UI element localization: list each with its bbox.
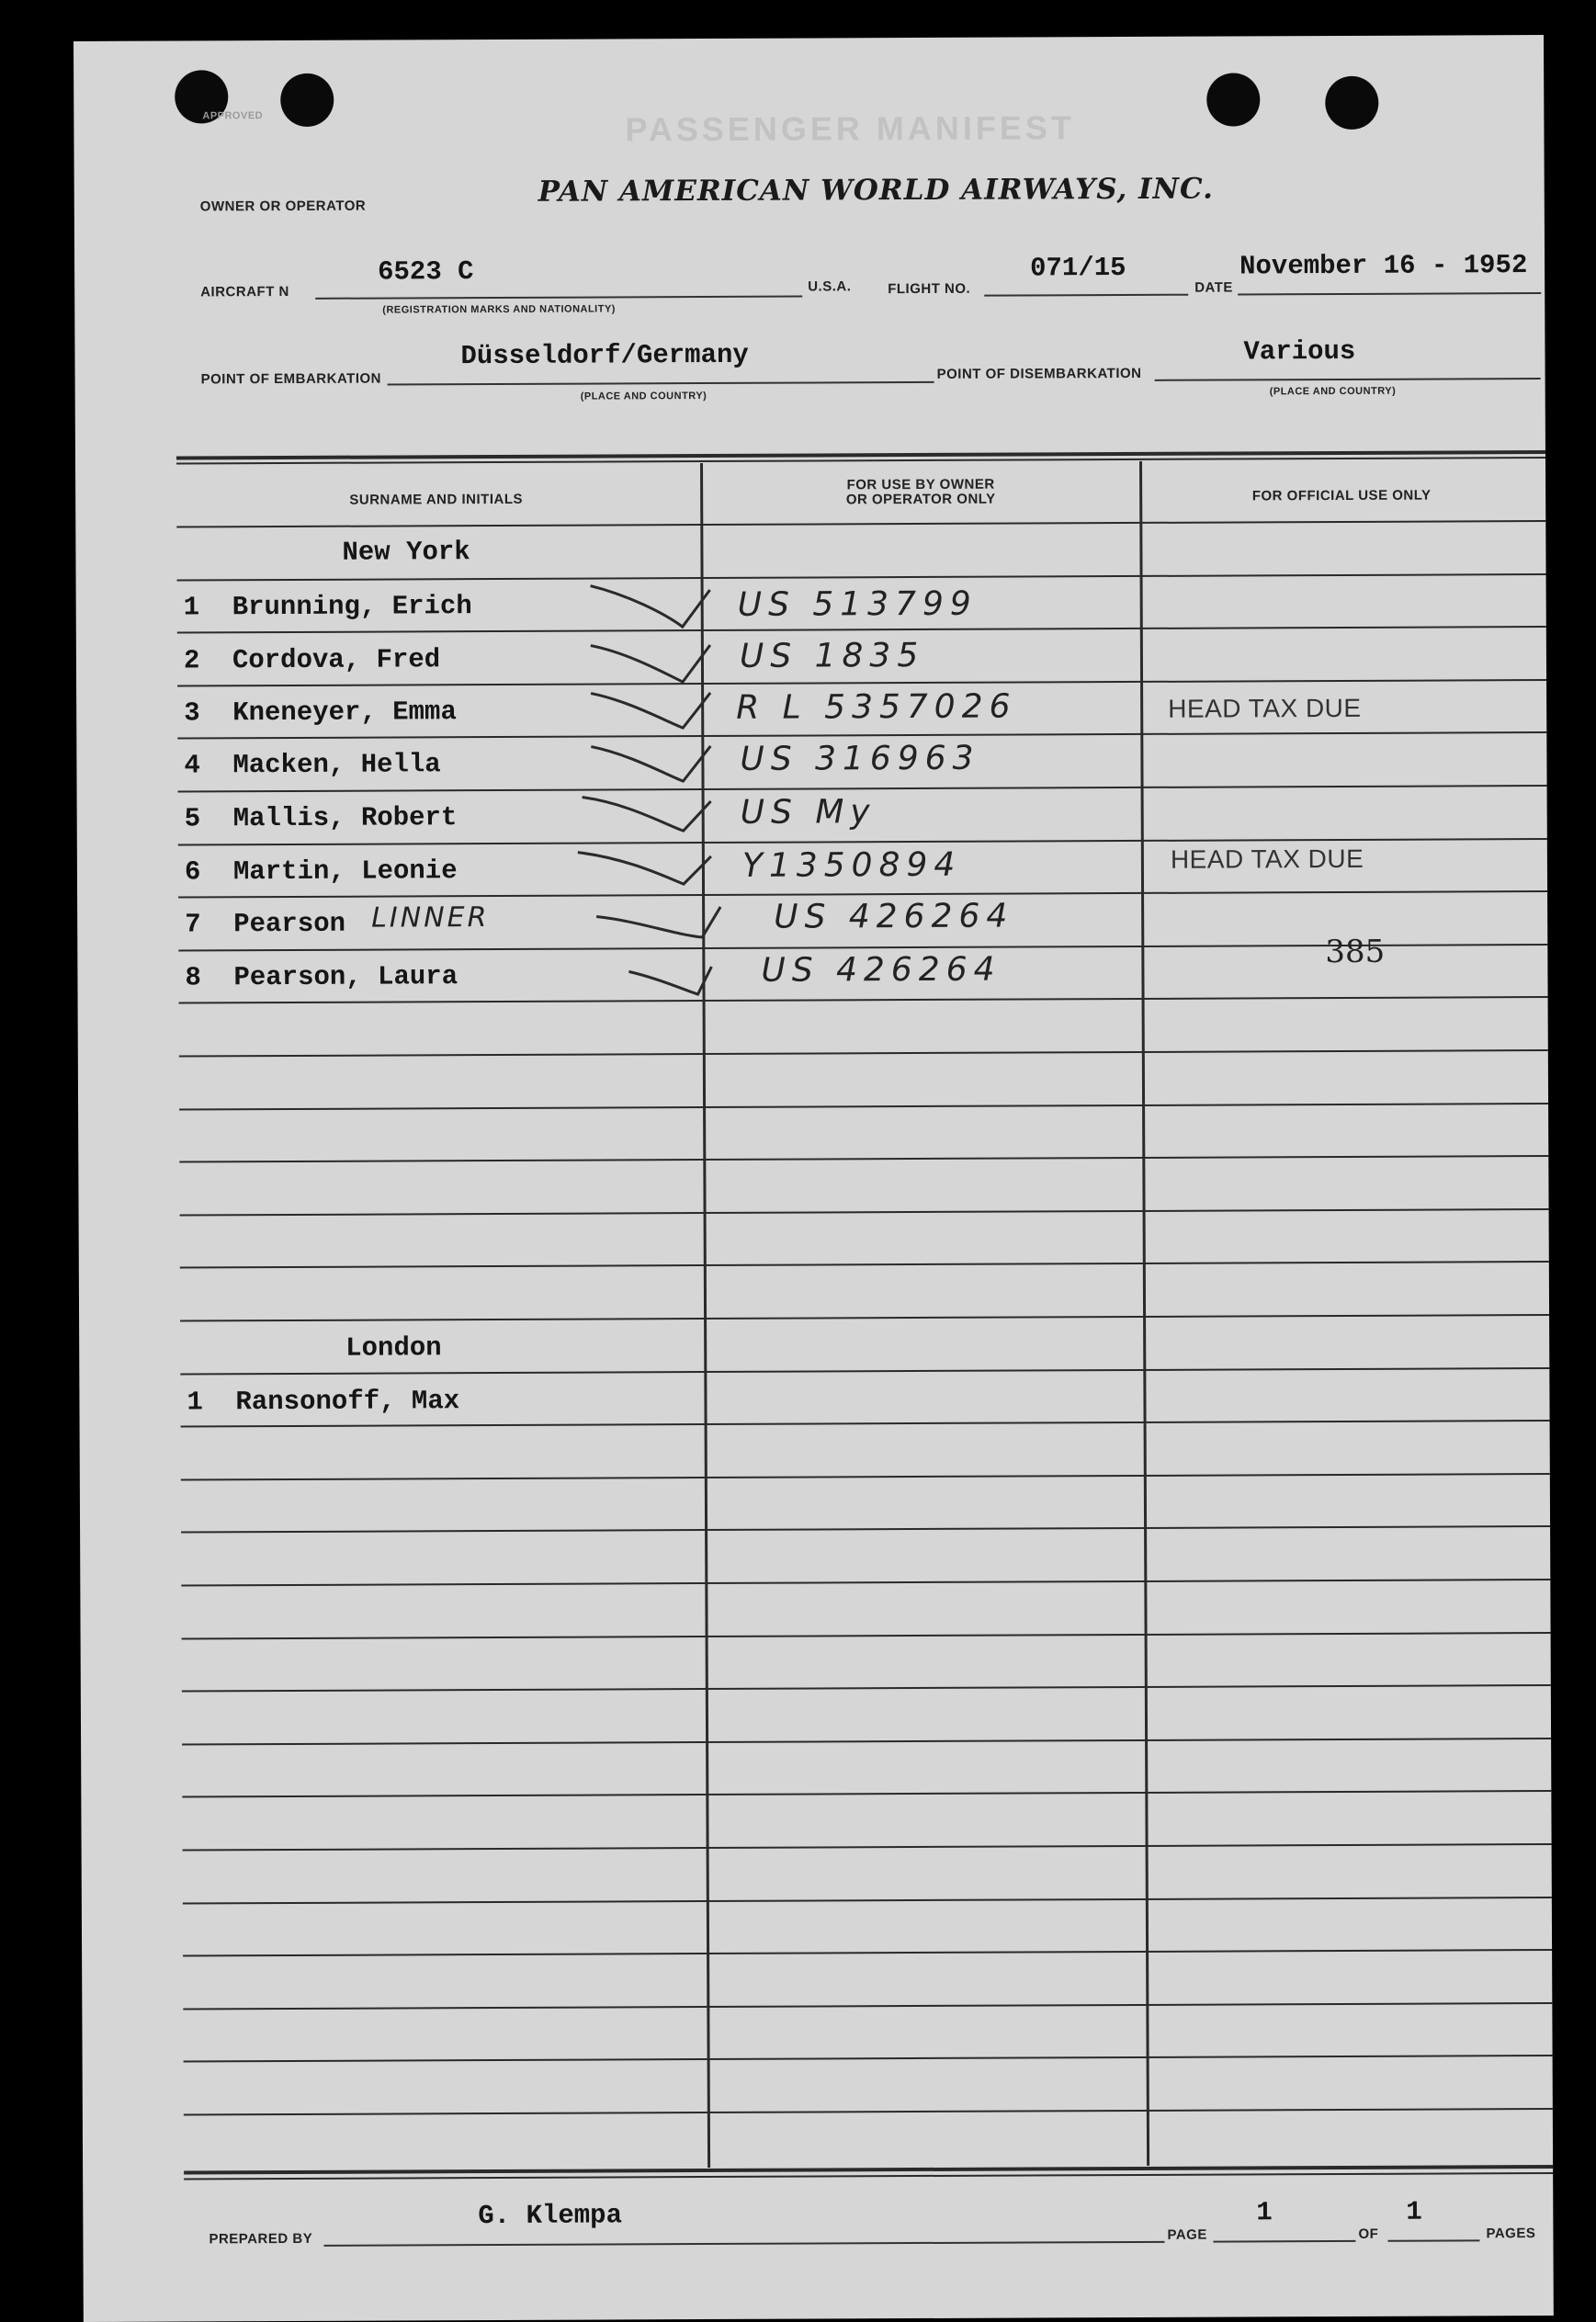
of-label: OF [1358, 2226, 1379, 2242]
table-rule [183, 1949, 1552, 1957]
check-marks [74, 35, 1548, 1052]
page-label: PAGE [1167, 2226, 1207, 2243]
check-mark [591, 693, 710, 729]
aircraft-sublabel: (REGISTRATION MARKS AND NATIONALITY) [382, 303, 616, 316]
table-rule [183, 1843, 1552, 1852]
col-header-official: FOR OFFICIAL USE ONLY [1251, 487, 1432, 504]
table-rule [180, 1208, 1549, 1217]
check-mark [596, 907, 720, 938]
passenger-name: Martin, Leonie [232, 855, 458, 888]
passenger-name: Brunning, Erich [232, 591, 472, 623]
flight-label: FLIGHT NO. [888, 280, 971, 298]
passenger-name: Pearson, Laura [233, 961, 458, 993]
official-note: HEAD TAX DUE [1170, 844, 1364, 874]
disembark-value: Various [1243, 335, 1356, 368]
table-rule [179, 1155, 1548, 1163]
passenger-number: 3 [184, 697, 200, 729]
pages-total: 1 [1406, 2196, 1422, 2227]
prepared-by: G. Klempa [478, 2200, 623, 2232]
col-header-owner-2: OR OPERATOR ONLY [845, 491, 996, 508]
passport-number: US 426264 [761, 950, 1002, 990]
table-rule [181, 1525, 1550, 1534]
owner-label: OWNER OR OPERATOR [199, 198, 367, 215]
table-rule [184, 2055, 1553, 2063]
group-heading-new-york: New York [342, 537, 470, 568]
page-number: 1 [1256, 2197, 1273, 2228]
passenger-number: 8 [185, 962, 201, 993]
flight-no: 071/15 [1030, 253, 1126, 284]
check-mark [591, 746, 710, 782]
check-mark [628, 967, 711, 994]
disembark-label: POINT OF DISEMBARKATION [936, 365, 1142, 382]
table-rule [182, 1684, 1551, 1693]
table-rule [180, 1314, 1549, 1322]
table-rule [180, 1261, 1549, 1269]
embark-value: Düsseldorf/Germany [460, 339, 749, 372]
passenger-name: Macken, Hella [232, 749, 441, 781]
owner-name: PAN AMERICAN WORLD AIRWAYS, INC. [538, 172, 1214, 209]
handwritten-name: LINNER [371, 901, 490, 934]
form-title: PASSENGER MANIFEST [625, 108, 1075, 149]
table-rule [183, 1897, 1552, 1905]
passenger-number: 7 [185, 909, 201, 940]
manifest-sheet [74, 35, 1554, 2322]
passenger-name: Pearson [233, 908, 346, 940]
passenger-number: 6 [184, 856, 201, 888]
passenger-number: 1 [183, 592, 200, 623]
check-mark [578, 852, 711, 885]
check-mark [591, 645, 710, 683]
passenger-name: Mallis, Robert [232, 802, 458, 834]
embark-sublabel: (PLACE AND COUNTRY) [580, 390, 707, 402]
table-rule [182, 1790, 1551, 1798]
table-rule [182, 1738, 1551, 1746]
table-rule [181, 1579, 1550, 1587]
table-rule [179, 1103, 1548, 1111]
passenger-number: 1 [187, 1387, 203, 1418]
pages-label: PAGES [1486, 2226, 1536, 2242]
passport-number: R L 5357026 [736, 687, 1017, 727]
approval-stamp: APPROVED [202, 110, 264, 122]
passenger-number: 4 [184, 750, 200, 781]
official-note: HEAD TAX DUE [1168, 693, 1362, 723]
group-heading-london: London [345, 1332, 442, 1364]
check-mark [591, 585, 710, 628]
passenger-name: Ransonoff, Max [235, 1386, 460, 1418]
passport-number: US 1835 [739, 636, 925, 675]
check-mark [583, 797, 711, 832]
passport-number: US 316963 [740, 739, 980, 778]
prepared-label: PREPARED BY [209, 2230, 313, 2248]
table-rule [181, 1473, 1550, 1481]
col-header-owner-1: FOR USE BY OWNER [846, 476, 995, 493]
passport-number: Y1350894 [741, 845, 962, 885]
passenger-name: Cordova, Fred [232, 644, 441, 676]
table-rule [184, 2108, 1553, 2116]
usa-label: U.S.A. [808, 278, 852, 295]
col-header-names: SURNAME AND INITIALS [349, 491, 524, 508]
aircraft-label: AIRCRAFT N [200, 283, 289, 300]
official-note: 385 [1325, 933, 1386, 971]
passport-number: US My [740, 793, 877, 832]
passenger-number: 2 [183, 645, 200, 676]
aircraft-no: 6523 C [378, 256, 474, 288]
passport-number: US 513799 [737, 584, 978, 624]
passenger-name: Kneneyer, Emma [232, 697, 457, 729]
date-value: November 16 - 1952 [1239, 250, 1528, 282]
passport-number: US 426264 [774, 897, 1014, 936]
passenger-number: 5 [184, 803, 201, 834]
embark-label: POINT OF EMBARKATION [200, 370, 382, 388]
table-rule [181, 1420, 1550, 1428]
date-label: DATE [1194, 279, 1233, 296]
table-rule [180, 1367, 1549, 1376]
table-rule [182, 1632, 1551, 1640]
table-rule [183, 2002, 1552, 2011]
disembark-sublabel: (PLACE AND COUNTRY) [1269, 385, 1397, 398]
